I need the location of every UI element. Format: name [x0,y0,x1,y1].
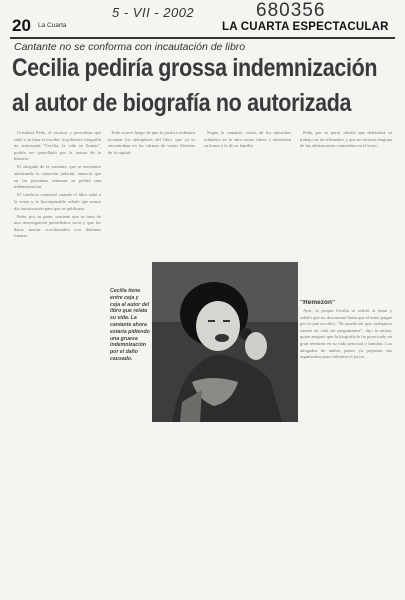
article-column-4 [300,130,392,270]
photo-caption: Cecilia tiene entre ceja y ceja al autor del libro que relata su vida. La cantante ahora estaría pidiendo una gruesa indemnización por el daño causado. [110,288,150,362]
paragraph: Peña, por su parte, sostiene que se trata de una investigación periodística seria y que los datos fueron corroborados con distintas fuentes. [14,213,101,239]
headline-line-2: al autor de biografía no autorizada [12,89,352,117]
archive-number: 680356 [256,0,326,21]
subheading: "Remezón" [300,300,336,306]
paragraph: El abogado de la cantante, que se encuentra analizando la situación judicial, anunció que en las próximas semanas se pedirá una indemnización. [14,164,101,190]
paragraph: El conflicto comenzó cuando el libro salió a la venta y la Incomparable señaló que nunca dio autorización para que se publicara. [14,192,101,211]
article-column-3 [204,130,291,262]
headline-line-1: Cecilia pediría grossa indemnización [12,54,378,82]
article-column-1 [14,130,101,580]
paragraph: Peña, por su parte, afirmó que defenderá su trabajo en los tribunales y que no retirará ninguna de las afirmaciones contenidas en el texto. [300,130,392,149]
paragraph: Cristóbal Peña, el escritor y periodista que salió a la luna al escribir la polémica biografía no autorizada "Cecilia, la vida en llamas", podría ser querellado por la autora de la historia. [14,130,101,162]
article-column-5 [300,300,392,590]
article-column-2 [108,130,195,262]
paragraph: Según la cantante, varios de los episodios relatados en la obra serían falsos y afectarían su honra y la de su familia. [204,130,291,149]
header-rule [10,37,395,39]
page-number: 20 [12,16,31,35]
kicker: Cantante no se conforma con incautación de libro [14,41,246,53]
publication-name: La Cuarta [38,22,67,29]
paragraph: Todo ocurre luego de que la justicia ordenara incautar los ejemplares del libro, que ya se encontraban en las vitrinas de varias librerías de la capital. [108,130,195,155]
handwritten-date: 5 - VII - 2002 [112,5,195,20]
section-title: LA CUARTA ESPECTACULAR [222,21,389,33]
photo-image [152,262,298,422]
singer-photo [152,262,298,422]
paragraph: Ayer, la propia Cecilia se refirió al tema y señaló que no descansará hasta que el autor pague por lo que escribió. "No puede ser que cualquiera cuente mi vida sin preguntarme", dijo la artista, quien aseguró que la biografía le ha provocado un gran remezón en su vida personal y familiar. Los abogados de ambas partes ya preparan sus argumentos para enfrentar el juicio. [300,308,392,360]
